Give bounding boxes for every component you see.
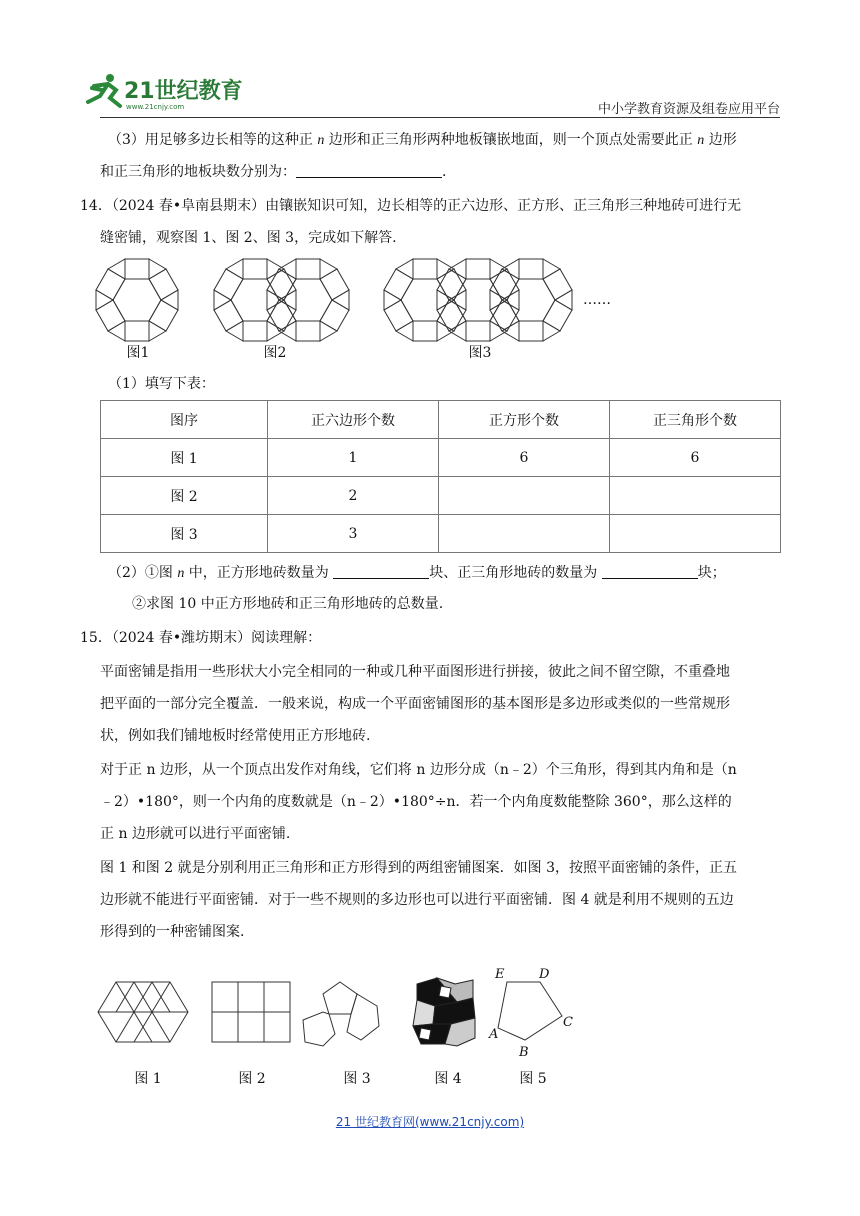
- q14-sub1: （1）填写下表：: [108, 376, 215, 392]
- table-cell[interactable]: [439, 515, 610, 553]
- header-cell: 正方形个数: [439, 401, 610, 439]
- table-cell: 2: [268, 477, 439, 515]
- caption-fig1: 图 1: [134, 1071, 162, 1087]
- logo-url: www.21cnjy.com: [126, 103, 185, 111]
- footer: [0, 1113, 860, 1130]
- header-cell: 正三角形个数: [610, 401, 781, 439]
- figure-1: [96, 259, 178, 341]
- site-logo: [80, 72, 250, 112]
- header-cell: 图序: [101, 401, 268, 439]
- table-cell: 3: [268, 515, 439, 553]
- table-cell[interactable]: [439, 477, 610, 515]
- q15-p1-l3: 状，例如我们铺地板时经常使用正方形地砖.: [100, 728, 371, 744]
- table-cell: 图 1: [101, 439, 268, 477]
- answer-blank[interactable]: [333, 564, 429, 579]
- table-cell[interactable]: [610, 477, 781, 515]
- header-divider: [100, 117, 780, 118]
- q14-line2: 缝密铺，观察图 1、图 2、图 3，完成如下解答.: [100, 230, 397, 246]
- table-cell: 6: [610, 439, 781, 477]
- figure-triangle-tiling: [98, 982, 188, 1042]
- runner-icon: [88, 74, 120, 106]
- vertex-label-c: C: [563, 1015, 573, 1030]
- platform-name: 中小学教育资源及组卷应用平台: [597, 102, 780, 117]
- figure-pentagon-gap: [303, 982, 379, 1046]
- q14-sub2-part2: ②求图 10 中正方形地砖和正三角形地砖的总数量.: [132, 596, 444, 612]
- q13-line2: 和正三角形的地板块数分别为： .: [100, 164, 447, 180]
- figure-labeled-pentagon: [498, 982, 562, 1040]
- q15-p2-l3: 正 n 边形就可以进行平面密铺.: [100, 826, 291, 842]
- table-cell[interactable]: [610, 515, 781, 553]
- figure-square-tiling: [212, 982, 290, 1042]
- vertex-label-e: E: [495, 967, 505, 982]
- figure-3: [384, 259, 572, 341]
- q14-line1: 14．（2024 春•阜南县期末）由镶嵌知识可知，边长相等的正六边形、正方形、正三角形三种地砖可进行无: [80, 198, 742, 214]
- logo-text: 21世纪教育: [124, 79, 243, 104]
- table-cell: 图 3: [101, 515, 268, 553]
- caption-fig4: 图 4: [434, 1071, 462, 1087]
- tiling-examples: [95, 962, 585, 1062]
- header-cell: 正六边形个数: [268, 401, 439, 439]
- q15-p2-l2: ﹣2）•180°，则一个内角的度数就是（n﹣2）•180°÷n．若一个内角度数能整除 360°，那么这样的: [100, 794, 732, 810]
- table-cell: 1: [268, 439, 439, 477]
- caption-fig3: 图3: [468, 345, 492, 361]
- table-row: [101, 477, 781, 515]
- table-cell: 图 2: [101, 477, 268, 515]
- q15-p2-l1: 对于正 n 边形，从一个顶点出发作对角线，它们将 n 边形分成（n﹣2）个三角形，得到其内角和是（n: [100, 762, 737, 778]
- caption-fig2: 图 2: [238, 1071, 266, 1087]
- table-row: [101, 439, 781, 477]
- table-cell: 6: [439, 439, 610, 477]
- vertex-label-b: B: [519, 1045, 529, 1060]
- q15-p3-l3: 形得到的一种密铺图案.: [100, 924, 245, 940]
- q15-title: 15．（2024 春•潍坊期末）阅读理解：: [80, 630, 322, 646]
- answer-blank[interactable]: [296, 163, 442, 178]
- caption-fig5: 图 5: [519, 1071, 547, 1087]
- vertex-label-a: A: [489, 1027, 499, 1042]
- q15-p3-l2: 边形就不能进行平面密铺．对于一些不规则的多边形也可以进行平面密铺．图 4 就是利用不规则的五边: [100, 892, 734, 908]
- caption-fig1: 图1: [126, 345, 150, 361]
- q15-p3-l1: 图 1 和图 2 就是分别利用正三角形和正方形得到的两组密铺图案．如图 3，按照平面密铺的条件，正五: [100, 860, 737, 876]
- caption-fig3: 图 3: [343, 1071, 371, 1087]
- figure-2: [214, 259, 349, 341]
- table-header-row: [101, 401, 781, 439]
- fill-table: [100, 400, 781, 553]
- q15-p1-l2: 把平面的一部分完全覆盖．一般来说，构成一个平面密铺图形的基本图形是多边形或类似的一些常规形: [100, 696, 730, 712]
- answer-blank[interactable]: [602, 564, 698, 579]
- figure-irregular-tiling: [413, 978, 475, 1046]
- table-row: [101, 515, 781, 553]
- q15-p1-l1: 平面密铺是指用一些形状大小完全相同的一种或几种平面图形进行拼接，彼此之间不留空隙，不重叠地: [100, 664, 730, 680]
- footer-link[interactable]: 21 世纪教育网(www.21cnjy.com): [335, 1115, 525, 1129]
- q14-sub2-part1: （2）①图 n 中，正方形地砖数量为 块、正三角形地砖的数量为 块；: [108, 565, 726, 581]
- vertex-label-d: D: [539, 967, 550, 982]
- tiling-figures: [95, 258, 615, 344]
- ellipsis: ……: [583, 292, 611, 308]
- q13-line1: （3）用足够多边长相等的这种正 n 边形和正三角形两种地板镶嵌地面，则一个顶点处需要此正 n 边形: [108, 132, 737, 148]
- caption-fig2: 图2: [263, 345, 287, 361]
